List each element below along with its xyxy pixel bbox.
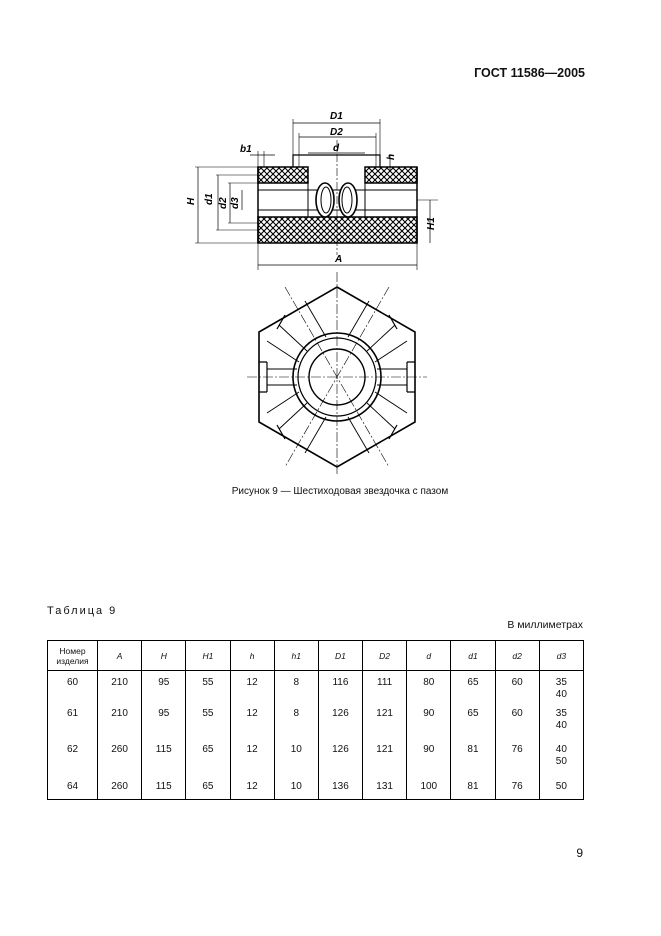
col-header: D1 [318, 641, 362, 671]
table-cell: 10 [274, 775, 318, 800]
col-header: D2 [363, 641, 407, 671]
dim-d3: d3 [230, 197, 241, 209]
table-cell: 95 [142, 702, 186, 738]
section-view [186, 111, 438, 270]
table-cell: 81 [451, 738, 495, 775]
table-cell: 8 [274, 671, 318, 703]
col-header: H1 [186, 641, 230, 671]
table-cell: 65 [451, 702, 495, 738]
table-cell: 55 [186, 671, 230, 703]
table-units: В миллиметрах [507, 619, 583, 631]
table-cell: 50 [539, 775, 583, 800]
table-cell: 136 [318, 775, 362, 800]
dim-h: h [386, 153, 397, 160]
dim-d: d [333, 143, 340, 154]
table-cell: 65 [186, 738, 230, 775]
dim-d1: d1 [204, 193, 215, 205]
table-cell: 100 [407, 775, 451, 800]
table-cell: 210 [98, 702, 142, 738]
dim-d2: d2 [218, 197, 229, 209]
dimensions-table [47, 640, 584, 800]
page-number: 9 [576, 846, 583, 860]
figure-caption: Рисунок 9 — Шестиходовая звездочка с пазом [231, 486, 449, 497]
table-cell: 35 40 [539, 671, 583, 703]
col-header: d1 [451, 641, 495, 671]
table-cell: 60 [495, 702, 539, 738]
table-cell: 115 [142, 738, 186, 775]
col-header: d [407, 641, 451, 671]
table-cell: 55 [186, 702, 230, 738]
col-header: A [98, 641, 142, 671]
table-cell: 90 [407, 702, 451, 738]
dim-H1: H1 [426, 217, 437, 230]
table-cell: 126 [318, 702, 362, 738]
table-cell: 35 40 [539, 702, 583, 738]
table-cell: 131 [363, 775, 407, 800]
col-header: Номер изделия [48, 641, 98, 671]
table-cell: 76 [495, 738, 539, 775]
table-cell: 95 [142, 671, 186, 703]
col-header: h1 [274, 641, 318, 671]
table-cell: 76 [495, 775, 539, 800]
table-cell: 126 [318, 738, 362, 775]
table-cell: 260 [98, 738, 142, 775]
table-cell: 81 [451, 775, 495, 800]
dim-D1: D1 [330, 111, 343, 122]
table-cell: 111 [363, 671, 407, 703]
table-cell: 12 [230, 738, 274, 775]
table-cell: 210 [98, 671, 142, 703]
dim-b1: b1 [240, 144, 252, 155]
table-header-row [48, 641, 584, 671]
col-header: H [142, 641, 186, 671]
table-cell: 64 [48, 775, 98, 800]
plan-view [247, 272, 427, 475]
table-cell: 121 [363, 738, 407, 775]
table-cell: 40 50 [539, 738, 583, 775]
col-header: h [230, 641, 274, 671]
table-cell: 8 [274, 702, 318, 738]
table-cell: 10 [274, 738, 318, 775]
table-cell: 80 [407, 671, 451, 703]
table-cell: 60 [495, 671, 539, 703]
table-cell: 260 [98, 775, 142, 800]
dim-D2: D2 [330, 127, 343, 138]
table-cell: 65 [451, 671, 495, 703]
dim-H: H [186, 197, 197, 205]
table-row [48, 702, 584, 738]
table-row [48, 671, 584, 703]
table-cell: 62 [48, 738, 98, 775]
table-cell: 116 [318, 671, 362, 703]
table-cell: 65 [186, 775, 230, 800]
col-header: d3 [539, 641, 583, 671]
table-cell: 121 [363, 702, 407, 738]
table-cell: 90 [407, 738, 451, 775]
table-label: Таблица 9 [47, 605, 118, 617]
document-standard-number: ГОСТ 11586—2005 [474, 66, 585, 80]
table-cell: 12 [230, 702, 274, 738]
table-row [48, 775, 584, 800]
hex-sprocket-drawing [180, 105, 440, 475]
dim-A: A [335, 254, 343, 265]
table-cell: 60 [48, 671, 98, 703]
table-cell: 12 [230, 671, 274, 703]
table-cell: 61 [48, 702, 98, 738]
table-row [48, 738, 584, 775]
table-cell: 115 [142, 775, 186, 800]
col-header: d2 [495, 641, 539, 671]
table-cell: 12 [230, 775, 274, 800]
